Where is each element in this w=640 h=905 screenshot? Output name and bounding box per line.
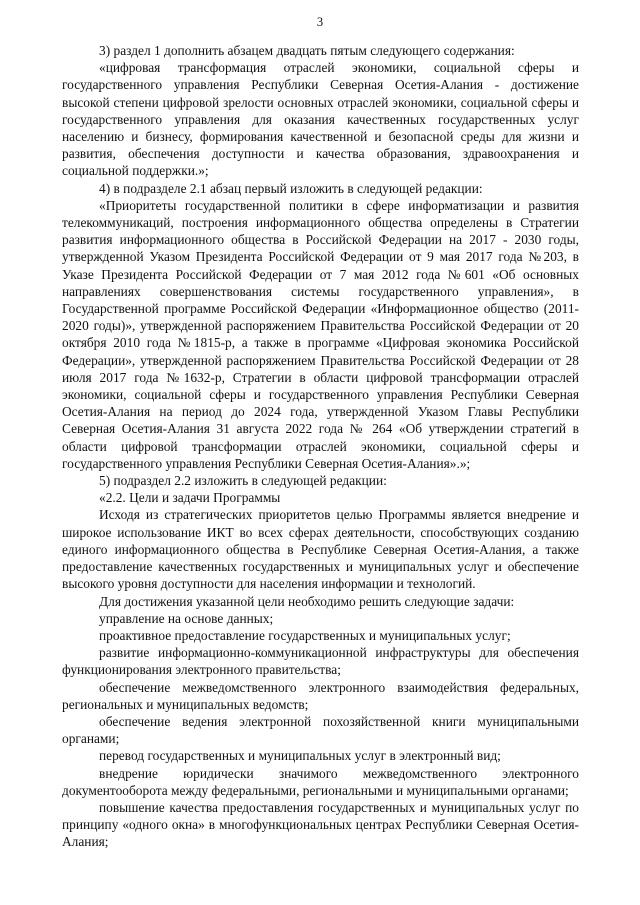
paragraph-item-5: 5) подраздел 2.2 изложить в следующей редакции: xyxy=(99,473,387,489)
paragraph-program-goal: Исходя из стратегических приоритетов целью Программы является внедрение и широкое использование ИКТ во всех сферах деятельности, способствующих созданию единого информационного общества в Республике Северная Осетия-Алания, а также предоставление качественных государственных и муниципальных услуг и обеспечение высокого уровня доступности для населения информации и технологий. xyxy=(62,507,579,592)
task-item: развитие информационно-коммуникационной инфраструктуры для обеспечения функционирования электронного правительства; xyxy=(62,645,579,678)
task-item: проактивное предоставление государственных и муниципальных услуг; xyxy=(99,627,511,643)
quoted-paragraph-priorities: «Приоритеты государственной политики в сфере информатизации и развития телекоммуникаций, построения информационного общества определены в Стратегии развития информационного общества в Российской Федерации на 2017 - 2030 годы, утвержденной Указом Президента Российской Федерации от 9 мая 2017 года №203, в Указе Президента Российской Федерации от 7 мая 2012 года №601 «Об основных направлениях совершенствования системы государственного управления», в Государственной программе Российской Федерации «Информационное общество (2011-2020 годы)», утвержденной распоряжением Правительства Российской Федерации от 20 октября 2010 года №1815-р, а также в программе «Цифровая экономика Российской Федерации», утвержденной распоряжением Правительства Российской Федерации от 28 июля 2017 года №1632-р, Стратегии в области цифровой трансформации отраслей экономики, социальной сферы и государственного управления Республики Северная Осетия-Алания на период до 2024 года, утвержденной Указом Главы Республики Северная Осетия-Алания 31 августа 2022 года № 264 «Об утверждении стратегий в области цифровой трансформации отраслей экономики, социальной сферы и государственного управления Республики Северная Осетия-Алания».»; xyxy=(62,197,579,471)
task-item: обеспечение ведения электронной похозяйственной книги муниципальными органами; xyxy=(62,713,579,747)
paragraph-item-3: 3) раздел 1 дополнить абзацем двадцать пятым следующего содержания: xyxy=(99,43,515,58)
task-item: внедрение юридически значимого межведомственного электронного документооборота между федеральными, региональными и муниципальными органами; xyxy=(62,765,579,798)
task-item: повышение качества предоставления государственных и муниципальных услуг по принципу «одного окна» в многофункциональных центрах Республики Северная Осетия-Алания; xyxy=(62,799,579,850)
task-item: обеспечение межведомственного электронного взаимодействия федеральных, региональных и муниципальных ведомств; xyxy=(62,679,579,712)
task-item: перевод государственных и муниципальных услуг в электронный вид; xyxy=(99,748,501,764)
paragraph-tasks-intro: Для достижения указанной цели необходимо решить следующие задачи: xyxy=(99,593,515,609)
quoted-paragraph-digital-transformation: «цифровая трансформация отраслей экономики, социальной сферы и государственного управления Республики Северная Осетия-Алания - достижение высокой степени цифровой зрелости основных отраслей экономики, социальной сферы и государственного управления для оказания качественных государственных услуг населению и бизнесу, формирования качественной и безопасной среды для жизни и развития, обеспечения доступности и качества образования, здравоохранения и социальной поддержки.»; xyxy=(62,60,579,179)
page-number: 3 xyxy=(316,15,324,29)
paragraph-item-4: 4) в подразделе 2.1 абзац первый изложить в следующей редакции: xyxy=(99,180,483,196)
task-item: управление на основе данных; xyxy=(99,610,274,626)
section-heading-2-2: «2.2. Цели и задачи Программы xyxy=(99,490,281,506)
document-body xyxy=(62,42,579,851)
